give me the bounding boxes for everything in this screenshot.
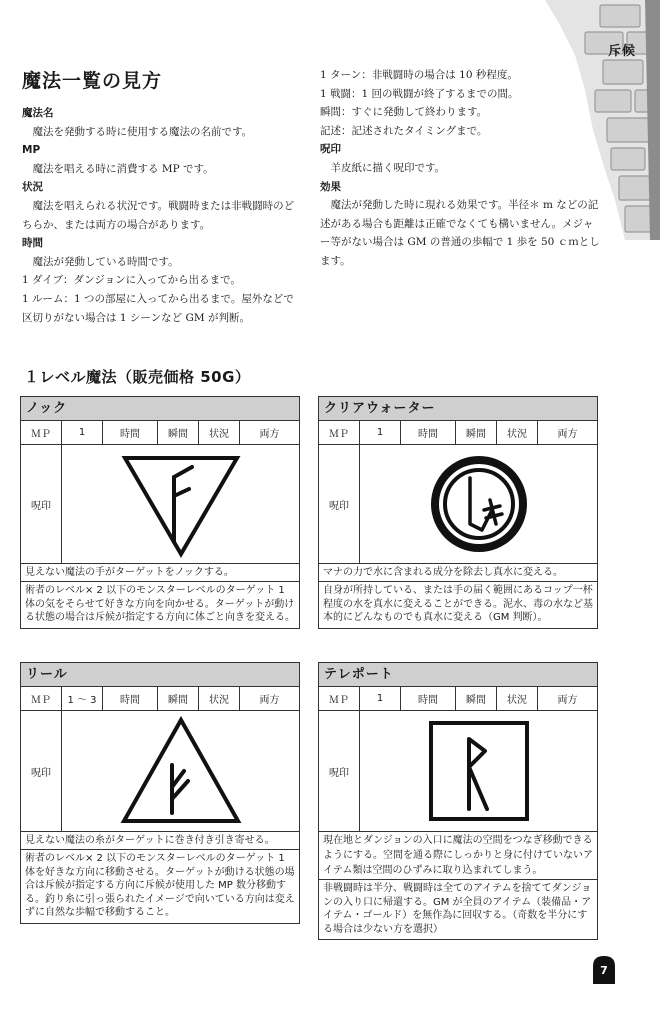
spell-stats-row (319, 421, 597, 445)
mp-value: 1 (360, 687, 401, 710)
guide-description: 魔法を発動する時に使用する魔法の名前です。 (32, 125, 253, 138)
guide-description: 羊皮紙に描く呪印です。 (330, 161, 446, 174)
time-label: 時間 (401, 421, 456, 444)
spell-card-clear-water (318, 396, 598, 629)
sigil-row (319, 711, 597, 832)
spell-name: リール (21, 663, 299, 687)
sigil-area (360, 711, 597, 831)
spell-effect: 自身が所持している、または手の届く範囲にあるコップ一杯程度の水を真水に変えることができる。泥水、毒の水など基本的にどんなものでも真水に変える（GM 判断）。 (323, 585, 593, 623)
teleport-sigil-icon (423, 715, 535, 827)
knock-sigil-icon (116, 450, 246, 558)
mp-label: ＭＰ (319, 687, 360, 710)
sigil-row (21, 445, 299, 564)
mp-label: ＭＰ (21, 687, 62, 710)
situation-value: 両方 (259, 429, 280, 440)
sigil-area (62, 711, 299, 831)
reel-sigil-icon (116, 715, 246, 827)
mp-value: 1 〜 3 (62, 687, 103, 710)
guide-term: MP (22, 144, 41, 157)
page-number-badge (593, 956, 615, 984)
sigil-row (319, 445, 597, 564)
sigil-label: 呪印 (21, 445, 62, 563)
clear-water-sigil-icon (424, 450, 534, 558)
guide-term: 魔法名 (22, 107, 54, 119)
time-label: 時間 (103, 687, 158, 710)
situation-label: 状況 (199, 421, 240, 444)
spell-card-reel (20, 662, 300, 924)
guide-line: 1 ルーム：1 つの部屋に入ってから出るまで。屋外などで区切りがない場合は 1 シーンなど GM が判断。 (22, 292, 294, 324)
spell-effect: 非戦闘時は半分、戦闘時は全てのアイテムを捨ててダンジョンの入り口に帰還する。GM が全員のアイテム（装備品・アイテム・ゴールド）を無作為に回収する。（奇数を半分にする場合は少ない方を選択） (323, 883, 592, 935)
mp-label: ＭＰ (21, 421, 62, 444)
guide-term: 効果 (320, 180, 341, 193)
situation-value: 両方 (557, 695, 578, 706)
guide-line: 1 戦闘：1 回の戦闘が終了するまでの間。 (320, 87, 519, 100)
guide-term: 時間 (22, 237, 43, 250)
spell-card-teleport (318, 662, 598, 940)
situation-value: 両方 (259, 695, 280, 706)
spell-brief: 見えない魔法の糸がターゲットに巻き付き引き寄せる。 (21, 832, 299, 850)
time-value: 瞬間 (158, 421, 199, 444)
guide-left-column (22, 104, 304, 327)
situation-label: 状況 (497, 421, 538, 444)
guide-line: 瞬間：すぐに発動して終わります。 (320, 106, 488, 119)
spell-stats-row (319, 687, 597, 711)
situation-value: 両方 (557, 429, 578, 440)
guide-term: 状況 (22, 181, 43, 194)
sigil-label: 呪印 (319, 711, 360, 831)
mp-value: 1 (360, 421, 401, 444)
spell-name: クリアウォーター (319, 397, 597, 421)
guide-title: 魔法一覧の見方 (22, 70, 163, 92)
spell-effect: 術者のレベル× 2 以下のモンスターレベルのターゲット 1 体の気をそらせて好きな方向を向かせる。ターゲットが動ける状態の場合は斥候が指定する方向に体ごと向きを変える。 (25, 585, 295, 623)
spell-stats-row (21, 421, 299, 445)
guide-line: 1 ターン：非戦闘時の場合は 10 秒程度。 (320, 69, 518, 81)
guide-term: 呪印 (320, 143, 341, 156)
guide-line: 1 ダイブ：ダンジョンに入ってから出るまで。 (22, 274, 241, 287)
spell-name: テレポート (319, 663, 597, 687)
time-label: 時間 (401, 687, 456, 710)
page-number: 7 (600, 964, 608, 977)
situation-label: 状況 (497, 687, 538, 710)
header-category-tag: 斥候 (607, 44, 636, 59)
guide-line: 記述：記述されたタイミングまで。 (320, 124, 488, 137)
section-title: １レベル魔法（販売価格 50G） (24, 368, 251, 386)
guide-description: 魔法が発動した時に現れる効果です。半径＊ m などの記述がある場合も距離は正確でなくても構いません。メジャー等がない場合は GM の普通の歩幅で 1 歩を 50 ｃｍとします。 (320, 199, 600, 267)
spell-brief: マナの力で水に含まれる成分を除去し真水に変える。 (319, 564, 597, 582)
situation-label: 状況 (199, 687, 240, 710)
guide-description: 魔法が発動している時間です。 (32, 255, 179, 268)
time-label: 時間 (103, 421, 158, 444)
spell-brief: 現在地とダンジョンの入口に魔法の空間をつなぎ移動できるようにする。空間を通る際にしっかりと身に付けていないアイテム類は空間のひずみに取り込まれてしまう。 (319, 832, 597, 880)
sigil-area (62, 445, 299, 563)
spell-card-knock (20, 396, 300, 629)
spell-brief: 見えない魔法の手がターゲットをノックする。 (21, 564, 299, 582)
time-value: 瞬間 (456, 421, 497, 444)
sigil-label: 呪印 (21, 711, 62, 831)
guide-right-column (320, 66, 600, 271)
time-value: 瞬間 (158, 687, 199, 710)
spell-name: ノック (21, 397, 299, 421)
spell-effect: 術者のレベル× 2 以下のモンスターレベルのターゲット 1 体を好きな方向に移動させる。ターゲットが動ける状態の場合は斥候が指定する方向に斥候が使用した MP 数分移動する。釣り糸に引っ張られたイメージで向いている方向は変えずに自然な歩幅で移動すること。 (25, 853, 295, 918)
sigil-label: 呪印 (319, 445, 360, 563)
guide-description: 魔法を唱える時に消費する MP です。 (32, 162, 214, 175)
guide-description: 魔法を唱えられる状況です。戦闘時または非戦闘時のどちらか、または両方の場合があります。 (22, 199, 295, 231)
sigil-row (21, 711, 299, 832)
spell-stats-row (21, 687, 299, 711)
time-value: 瞬間 (456, 687, 497, 710)
sigil-area (360, 445, 597, 563)
mp-label: ＭＰ (319, 421, 360, 444)
mp-value: 1 (62, 421, 103, 444)
